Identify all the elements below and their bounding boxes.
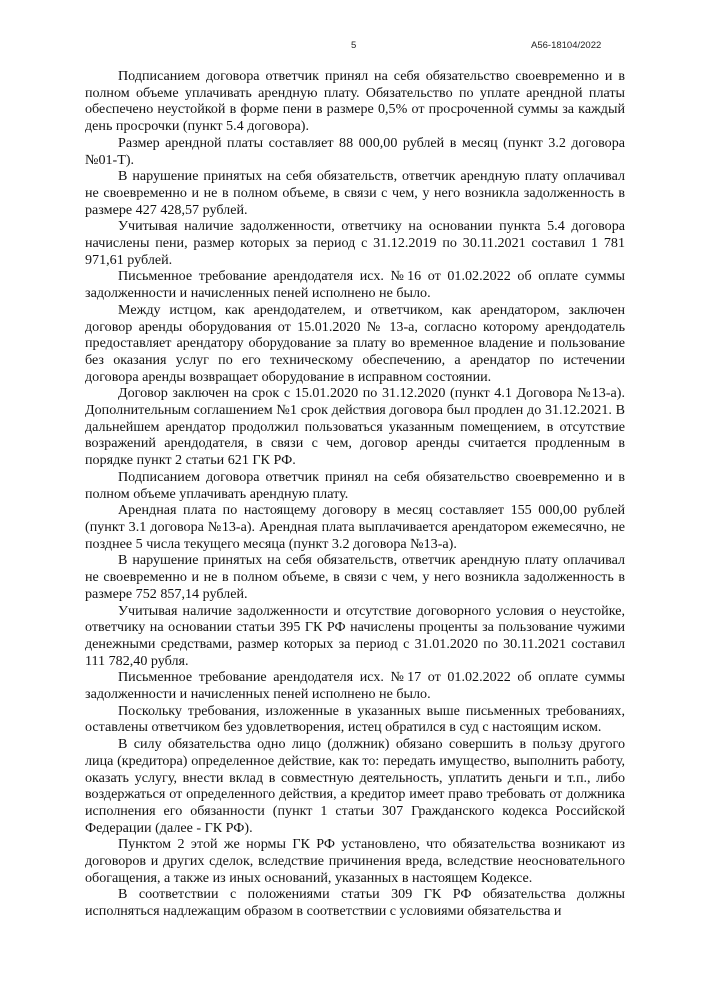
paragraph: В соответствии с положениями статьи 309 ГК РФ обязательства должны исполняться надлежащим образом в соответствии с условиями обязательства и bbox=[85, 886, 625, 920]
document-body bbox=[85, 68, 625, 920]
paragraph: Поскольку требования, изложенные в указанных выше письменных требованиях, оставлены ответчиком без удовлетворения, истец обратился в суд с настоящим иском. bbox=[85, 702, 625, 736]
paragraph: В нарушение принятых на себя обязательств, ответчик арендную плату оплачивал не своевременно и не в полном объеме, в связи с чем, у него возникла задолженность в размере 427 428,57 рублей. bbox=[85, 168, 625, 218]
paragraph: Письменное требование арендодателя исх. №17 от 01.02.2022 об оплате суммы задолженности и начисленных пеней исполнено не было. bbox=[85, 669, 625, 703]
paragraph: Письменное требование арендодателя исх. №16 от 01.02.2022 об оплате суммы задолженности и начисленных пеней исполнено не было. bbox=[85, 268, 625, 302]
paragraph: Пунктом 2 этой же нормы ГК РФ установлено, что обязательства возникают из договоров и других сделок, вследствие причинения вреда, вследствие неосновательного обогащения, а также из иных оснований, указанных в настоящем Кодексе. bbox=[85, 836, 625, 886]
case-number: А56-18104/2022 bbox=[531, 40, 602, 51]
paragraph: Арендная плата по настоящему договору в месяц составляет 155 000,00 рублей (пункт 3.1 договора №13-а). Арендная плата выплачивается арендатором ежемесячно, не позднее 5 числа текущего месяца (пункт 3.2 договора №13-а). bbox=[85, 502, 625, 552]
paragraph: Подписанием договора ответчик принял на себя обязательство своевременно и в полном объеме уплачивать арендную плату. bbox=[85, 468, 625, 502]
paragraph: Учитывая наличие задолженности, ответчику на основании пункта 5.4 договора начислены пени, размер которых за период с 31.12.2019 по 30.11.2021 составил 1 781 971,61 рублей. bbox=[85, 218, 625, 268]
paragraph: Размер арендной платы составляет 88 000,00 рублей в месяц (пункт 3.2 договора №01-Т). bbox=[85, 134, 625, 168]
paragraph: В силу обязательства одно лицо (должник) обязано совершить в пользу другого лица (кредитора) определенное действие, как то: передать имущество, выполнить работу, оказать услугу, внести вклад в совместную деятельность, уплатить деньги и т.п., либо воздержаться от определенного действия, а кредитор имеет право требовать от должника исполнения его обязанности (пункт 1 статьи 307 Гражданского кодекса Российской Федерации (далее - ГК РФ). bbox=[85, 736, 625, 836]
page-number: 5 bbox=[351, 40, 357, 51]
paragraph: Подписанием договора ответчик принял на себя обязательство своевременно и в полном объеме уплачивать арендную плату. Обязательство по уплате арендной платы обеспечено неустойкой в форме пени в размере 0,5% от просроченной суммы за каждый день просрочки (пункт 5.4 договора). bbox=[85, 68, 625, 135]
paragraph: В нарушение принятых на себя обязательств, ответчик арендную плату оплачивал не своевременно и не в полном объеме, в связи с чем, у него возникла задолженность в размере 752 857,14 рублей. bbox=[85, 552, 625, 602]
paragraph: Между истцом, как арендодателем, и ответчиком, как арендатором, заключен договор аренды оборудования от 15.01.2020 № 13-а, согласно которому арендодатель предоставляет арендатору оборудование за плату во временное владение и пользование без оказания услуг по его техническому обеспечению, а арендатор по истечении договора аренды возвращает оборудование в исправном состоянии. bbox=[85, 301, 625, 385]
paragraph: Договор заключен на срок с 15.01.2020 по 31.12.2020 (пункт 4.1 Договора №13-а). Дополнительным соглашением №1 срок действия договора был продлен до 31.12.2021. В дальнейшем арендатор продолжил пользоваться указанным помещением, в отсутствие возражений арендодателя, в связи с чем, договор аренды считается продленным в порядке пункт 2 статьи 621 ГК РФ. bbox=[85, 385, 625, 469]
paragraph: Учитывая наличие задолженности и отсутствие договорного условия о неустойке, ответчику на основании статьи 395 ГК РФ начислены проценты за пользование чужими денежными средствами, размер которых за период с 31.01.2020 по 30.11.2021 составил 111 782,40 рубля. bbox=[85, 602, 625, 669]
